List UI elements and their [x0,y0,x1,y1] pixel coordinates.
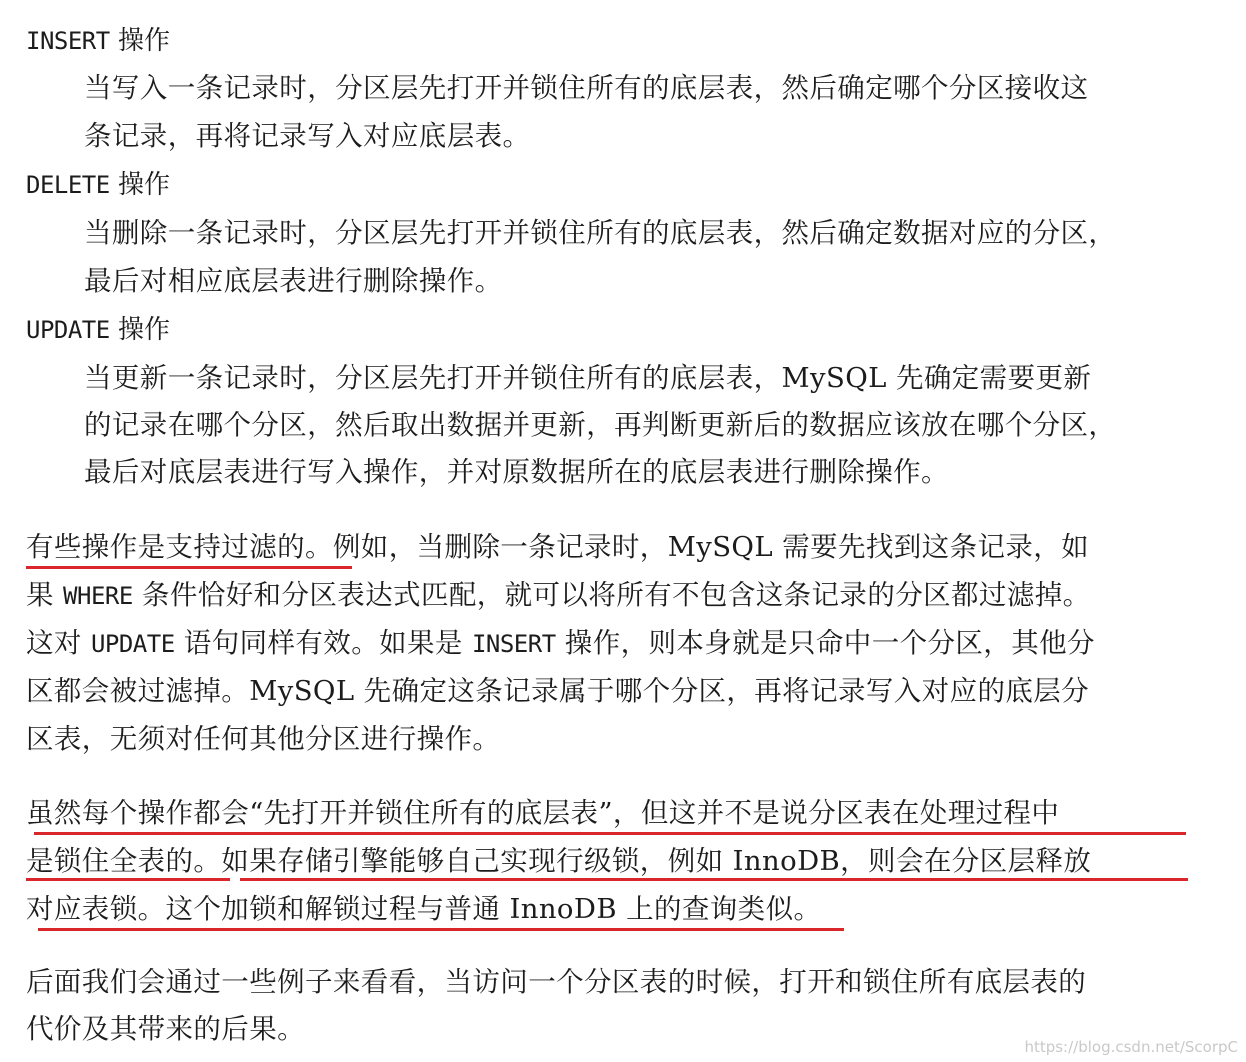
insert-keyword: INSERT [26,27,110,55]
para2-underline-2b [240,878,1188,881]
delete-desc-line-2: 最后对相应底层表进行删除操作。 [84,265,503,297]
insert-heading-suffix: 操作 [109,26,170,56]
para1-line-3 [26,625,1095,662]
para2-underline-2a [26,878,230,881]
para1-line-3-start: 这对 [26,627,91,659]
delete-desc-line-1: 当删除一条记录时，分区层先打开并锁住所有的底层表，然后确定数据对应的分区， [84,217,1117,249]
para2-line-3: 对应表锁。这个加锁和解锁过程与普通 InnoDB 上的查询类似。 [26,893,822,925]
para1-line-1: 有些操作是支持过滤的。例如，当删除一条记录时，MySQL 需要先找到这条记录，如 [26,531,1090,563]
para1-line-2-start: 果 [26,579,64,611]
para3-line-1: 后面我们会通过一些例子来看看，当访问一个分区表的时候，打开和锁住所有底层表的 [26,966,1087,998]
watermark: https://blog.csdn.net/ScorpC [1024,1038,1238,1056]
update-desc-line-2: 的记录在哪个分区，然后取出数据并更新，再判断更新后的数据应该放在哪个分区， [84,409,1117,441]
update-keyword-inline: UPDATE [90,630,175,658]
para1-line-2-end: 条件恰好和分区表达式匹配，就可以将所有不包含这条记录的分区都过滤掉。 [132,579,1091,611]
update-desc-line-3: 最后对底层表进行写入操作，并对原数据所在的底层表进行删除操作。 [84,456,949,488]
para3-line-2: 代价及其带来的后果。 [26,1013,305,1045]
insert-heading [26,24,170,58]
update-desc-line-1: 当更新一条记录时，分区层先打开并锁住所有的底层表，MySQL 先确定需要更新 [84,362,1092,394]
insert-desc-line-2: 条记录，再将记录写入对应底层表。 [84,120,531,152]
para2-line-2: 是锁住全表的。如果存储引擎能够自己实现行级锁，例如 InnoDB，则会在分区层释放 [26,845,1092,877]
update-keyword: UPDATE [26,316,110,344]
para2-line-1: 虽然每个操作都会“先打开并锁住所有的底层表”，但这并不是说分区表在处理过程中 [26,797,1060,829]
where-keyword: WHERE [63,582,133,610]
delete-heading-suffix: 操作 [109,170,170,200]
para1-line-3-mid: 语句同样有效。如果是 [174,627,472,659]
delete-heading [26,168,170,202]
para1-line-4: 区都会被过滤掉。MySQL 先确定这条记录属于哪个分区，再将记录写入对应的底层分 [26,675,1090,707]
para2-underline-3 [38,928,844,931]
para1-line-2 [26,577,1091,614]
insert-desc-line-1: 当写入一条记录时，分区层先打开并锁住所有的底层表，然后确定哪个分区接收这 [84,72,1089,104]
delete-keyword: DELETE [26,171,110,199]
para1-line-3-end: 操作，则本身就是只命中一个分区，其他分 [555,627,1095,659]
insert-keyword-inline: INSERT [471,630,556,658]
para2-underline-1 [34,832,1186,835]
update-heading [26,313,170,347]
para1-underline-1 [26,566,352,569]
update-heading-suffix: 操作 [109,315,170,345]
para1-line-5: 区表，无须对任何其他分区进行操作。 [26,723,501,755]
